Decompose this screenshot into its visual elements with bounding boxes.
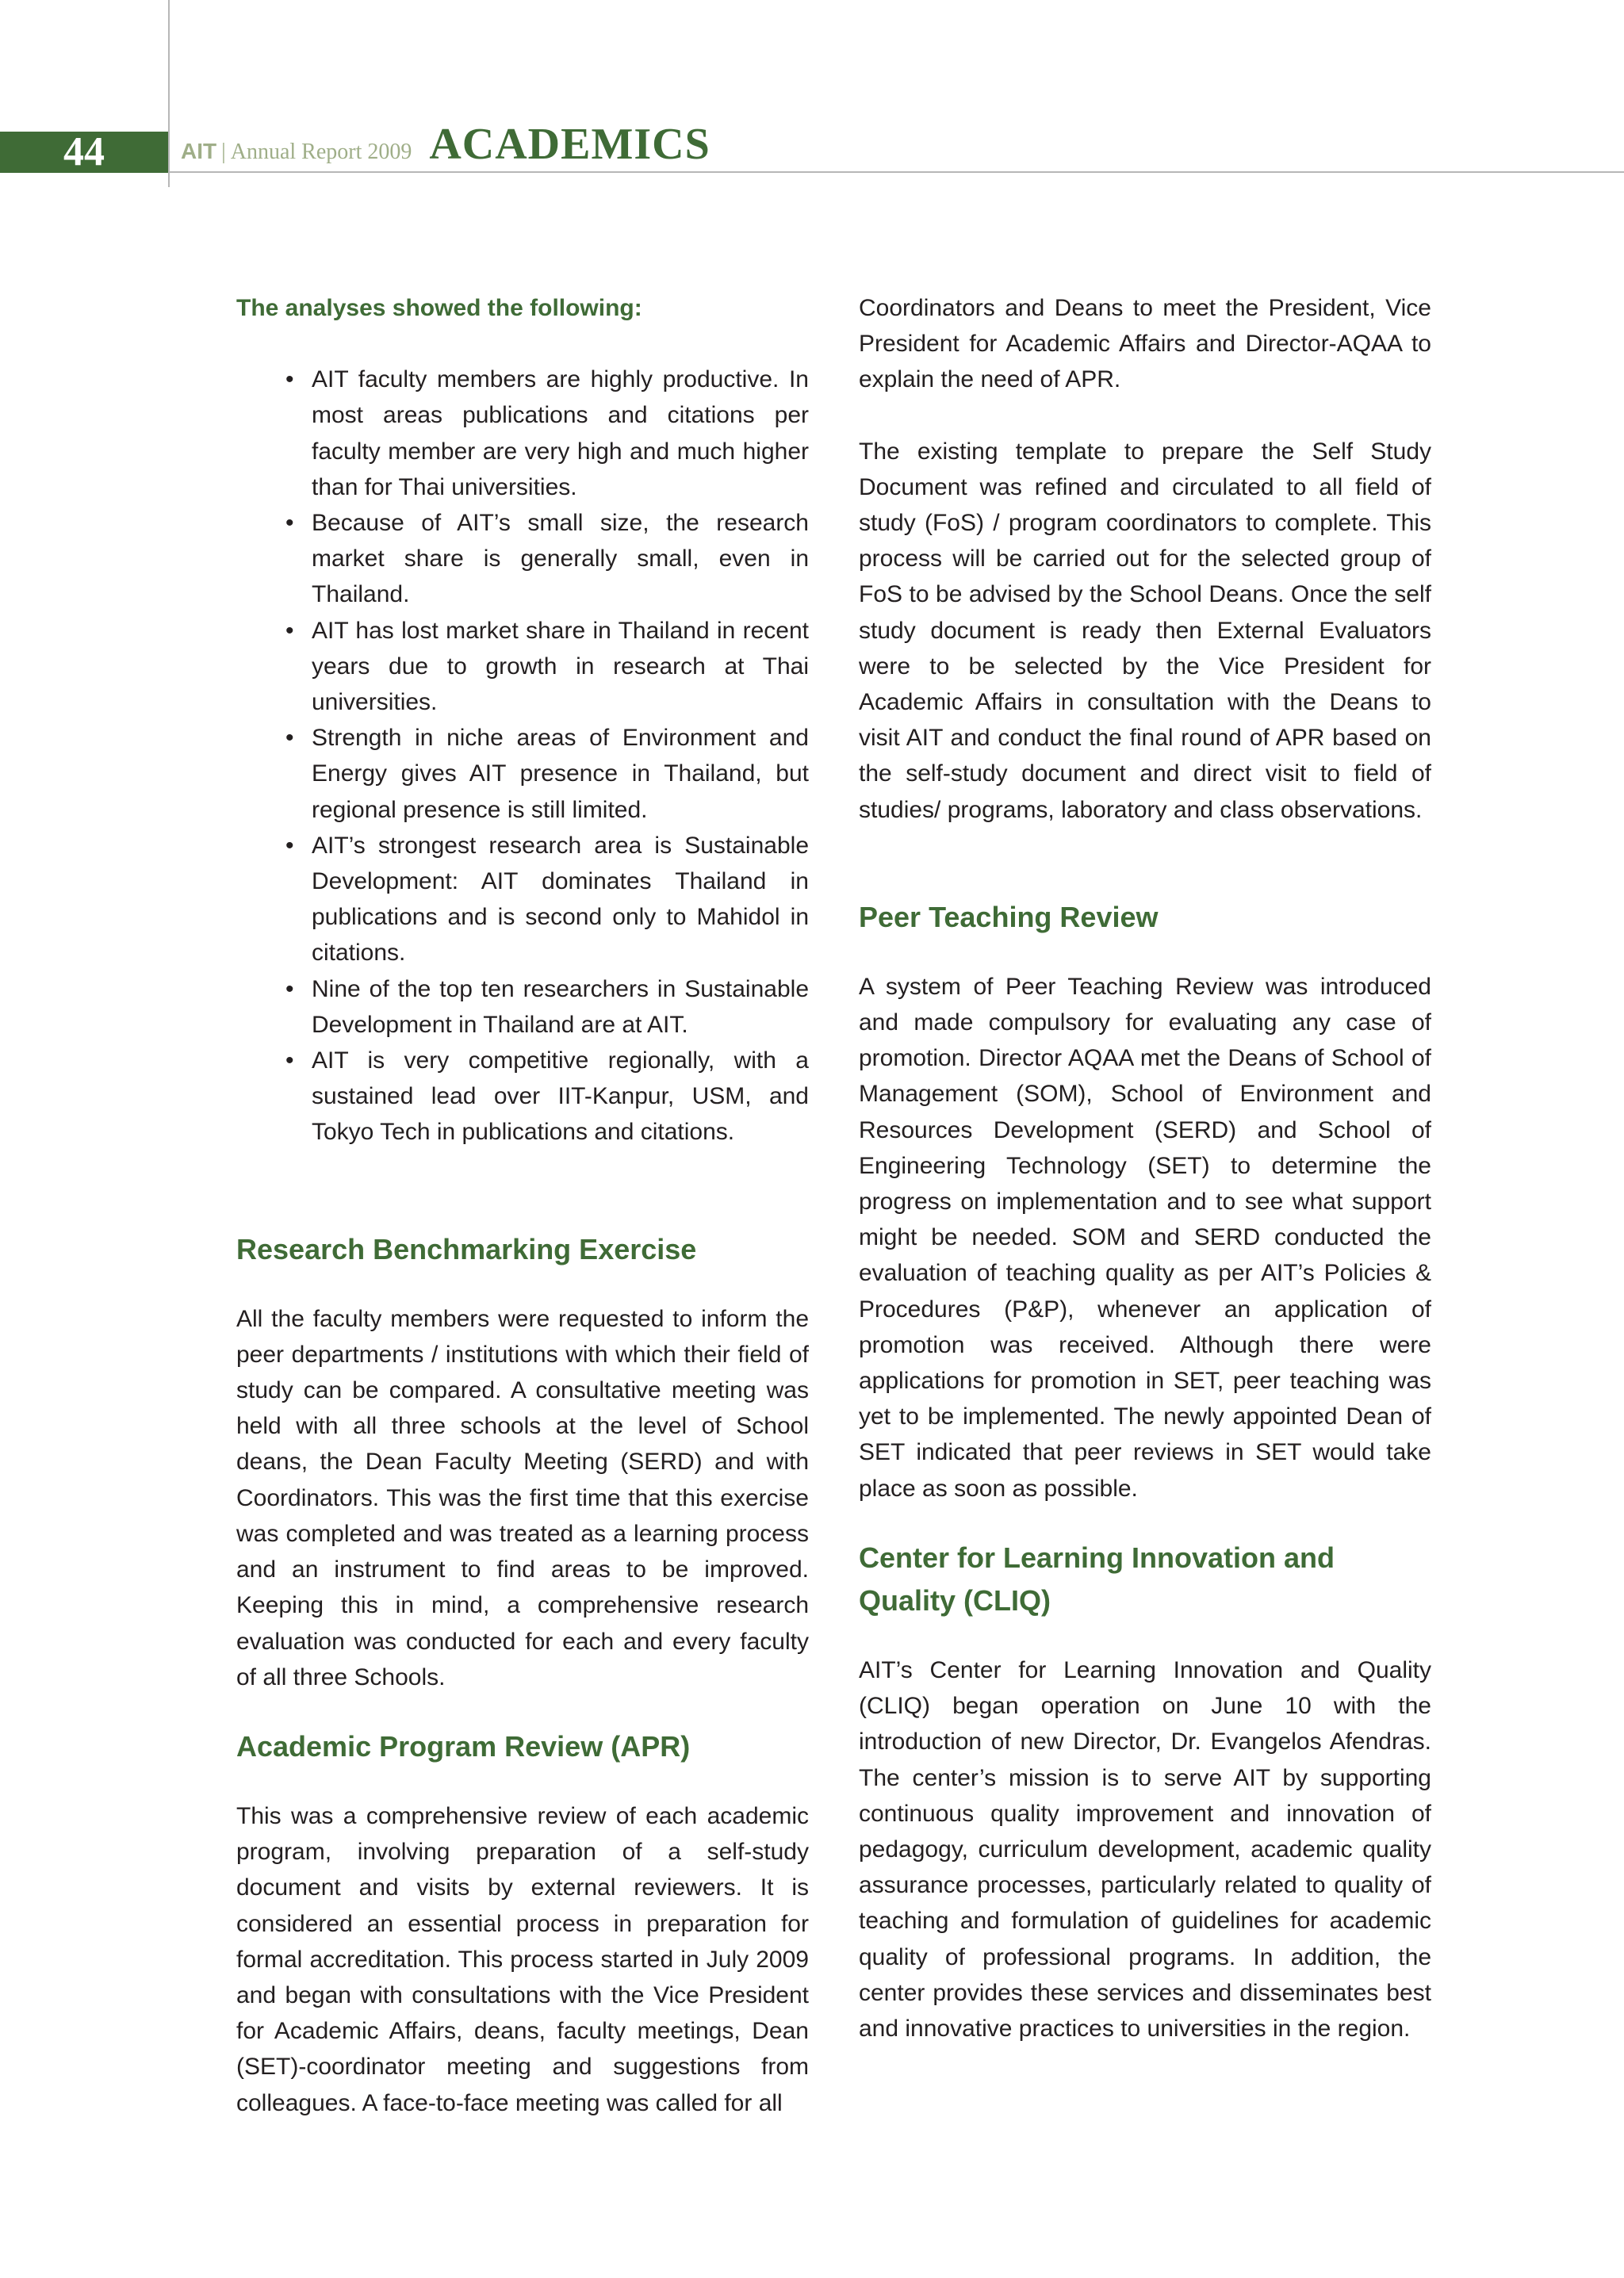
section-title: ACADEMICS	[429, 120, 710, 169]
apr-body-2: The existing template to prepare the Self Study Document was refined and circulated to all field of study (FoS) / program coordinators to complete. This process will be carried out for the selected group of FoS to be advised by the School Deans. Once the self study document is ready then External Evaluators were to be selected by the Vice President for Academic Affairs in consultation with the Deans to visit AIT and conduct the final round of APR based on the self-study document and direct visit to field of studies/ programs, laboratory and class observations.	[859, 438, 1431, 823]
header-report-title: Annual Report 2009	[230, 140, 412, 164]
apr-body: This was a comprehensive review of each academic program, involving preparation of a self-study document and visits by external reviewers. It is considered an essential process in preparation for formal accreditation. This process started in July 2009 and began with consultations with the Vice President for Academic Affairs, deans, faculty meetings, Dean (SET)-coordinator meeting and suggestions from colleagues. A face-to-face meeting was called for all	[236, 1802, 809, 2116]
list-item: • AIT is very competitive regionally, with a sustained lead over IIT-Kanpur, USM, and Tokyo Tech in publications and citations.	[312, 1043, 809, 1150]
peer-teaching-body: A system of Peer Teaching Review was introduced and made compulsory for evaluating any case of promotion. Director AQAA met the Deans of School of Management (SOM), School of Environment and Resources Development (SERD) and School of Engineering Technology (SET) to determine the progress on implementation and to see what support might be needed. SOM and SERD conducted the evaluation of teaching quality as per AIT’s Policies & Procedures (P&P), whenever an application of promotion was received. Although there were applications for promotion in SET, peer teaching was yet to be implemented. The newly appointed Dean of SET indicated that peer reviews in SET would take place as soon as possible.	[859, 973, 1431, 1502]
header-brand: AIT	[181, 139, 217, 163]
header-separator: |	[221, 140, 226, 164]
apr-heading: Academic Program Review (APR)	[236, 1729, 691, 1763]
page-number: 44	[63, 129, 105, 174]
analyses-heading: The analyses showed the following:	[236, 295, 642, 321]
research-benchmarking-body: All the faculty members were requested to inform the peer departments / institutions with which their field of study can be compared. A consultative meeting was held with all three schools at the level of School deans, the Dean Faculty Meeting (SERD) and with Coordinators. This was the first time that this exercise was completed and was treated as a learning process and an instrument to find areas to be improved. Keeping this in mind, a comprehensive research evaluation was conducted for each and every faculty of all three Schools.	[236, 1305, 809, 1690]
research-benchmarking-heading: Research Benchmarking Exercise	[236, 1232, 697, 1265]
right-column	[859, 290, 1431, 2046]
apr-body-continued: Coordinators and Deans to meet the President, Vice President for Academic Affairs and Director-AQAA to explain the need of APR.	[859, 295, 1431, 393]
running-header	[181, 119, 710, 174]
analyses-list	[236, 362, 809, 1150]
list-item: • Strength in niche areas of Environment and Energy gives AIT presence in Thailand, but regional presence is still limited.	[312, 720, 809, 828]
cliq-heading: Center for Learning Innovation and Quality (CLIQ)	[859, 1541, 1335, 1617]
list-item: • Nine of the top ten researchers in Sustainable Development in Thailand are at AIT.	[312, 971, 809, 1043]
list-item: • AIT’s strongest research area is Sustainable Development: AIT dominates Thailand in publications and is second only to Mahidol in citations.	[312, 828, 809, 971]
cliq-body: AIT’s Center for Learning Innovation and Quality (CLIQ) began operation on June 10 with the introduction of new Director, Dr. Evangelos Afendras. The center’s mission is to serve AIT by supporting continuous quality improvement and innovation of pedagogy, curriculum development, academic quality assurance processes, particularly related to quality of teaching and formulation of guidelines for academic quality of professional programs. In addition, the center provides these services and disseminates best and innovative practices to universities in the region.	[859, 1656, 1431, 2042]
peer-teaching-heading: Peer Teaching Review	[859, 900, 1159, 933]
list-item: • AIT faculty members are highly productive. In most areas publications and citations per faculty member are very high and much higher than for Thai universities.	[312, 362, 809, 505]
header-vertical-rule	[168, 0, 170, 187]
list-item: • AIT has lost market share in Thailand in recent years due to growth in research at Thai universities.	[312, 613, 809, 721]
list-item: • Because of AIT’s small size, the research market share is generally small, even in Thailand.	[312, 505, 809, 613]
left-column	[236, 290, 809, 2121]
